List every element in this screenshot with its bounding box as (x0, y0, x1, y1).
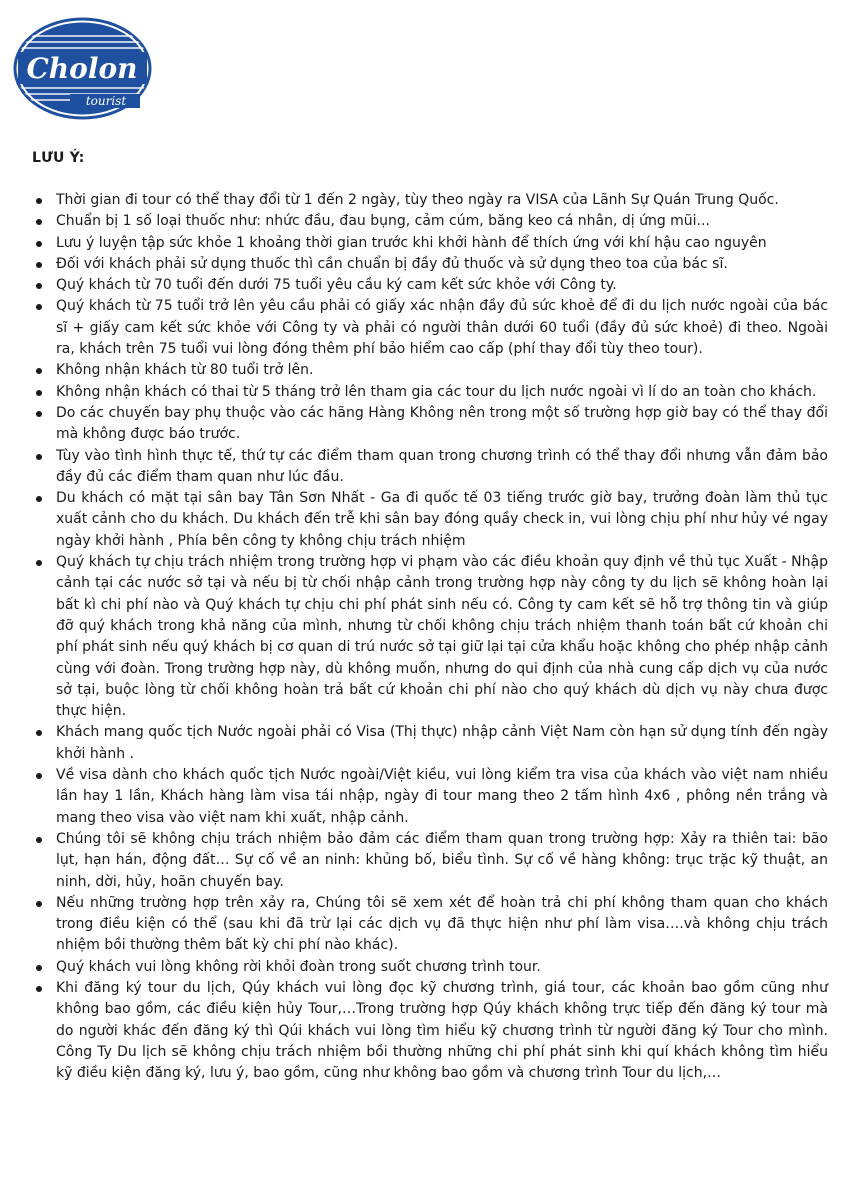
note-item: Quý khách tự chịu trách nhiệm trong trường hợp vi phạm vào các điều khoản quy định về thủ tục Xuất - Nhập cảnh tại các nước sở tại và nếu bị từ chối nhập cảnh trong trường hợp này công ty du lịch sẽ không hoàn lại bất kì chi phí nào và Quý khách tự chịu chi phí phát sinh nếu có. Công ty cam kết sẽ hỗ trợ thông tin và giúp đỡ quý khách trong khả năng của mình, nhưng từ chối không chịu trách nhiệm thanh toán bất cứ khoản chi phí phát sinh nếu quý khách bị cơ quan di trú nước sở tại giữ lại tại cửa khẩu hoặc không cho phép nhập cảnh cùng với đoàn. Trong trường hợp này, dù không muốn, nhưng do qui định của nhà cung cấp dịch vụ của nước sở tại, buộc lòng từ chối không hoàn trả bất cứ khoản chi phí nào cho quý khách dù dịch vụ này chưa được thực hiện. (56, 552, 828, 722)
note-item: Quý khách từ 70 tuổi đến dưới 75 tuổi yêu cầu ký cam kết sức khỏe với Công ty. (56, 275, 828, 296)
note-item: Khi đăng ký tour du lịch, Qúy khách vui lòng đọc kỹ chương trình, giá tour, các khoản bao gồm cũng như không bao gồm, các điều kiện hủy Tour,…Trong trường hợp Qúy khách không trực tiếp đến đăng ký tour mà do người khác đến đăng ký thì Qúi khách vui lòng tìm hiểu kỹ chương trình từ người đăng ký Tour cho mình. Công Ty Du lịch sẽ không chịu trách nhiệm bồi thường những chi phí phát sinh khi quí khách không tìm hiểu kỹ điều kiện đăng ký, lưu ý, bao gồm, cũng như không bao gồm và chương trình Tour du lịch,… (56, 978, 828, 1084)
note-item: Đối với khách phải sử dụng thuốc thì cần chuẩn bị đầy đủ thuốc và sử dụng theo toa của bác sĩ. (56, 254, 828, 275)
logo-brand-text: Cholon (26, 52, 138, 85)
note-item: Chuẩn bị 1 số loại thuốc như: nhức đầu, đau bụng, cảm cúm, băng keo cá nhân, dị ứng mũi... (56, 211, 828, 232)
note-item: Không nhận khách từ 80 tuổi trở lên. (56, 360, 828, 381)
note-item: Thời gian đi tour có thể thay đổi từ 1 đến 2 ngày, tùy theo ngày ra VISA của Lãnh Sự Quán Trung Quốc. (56, 190, 828, 211)
note-item: Tùy vào tình hình thực tế, thứ tự các điểm tham quan trong chương trình có thể thay đổi nhưng vẫn đảm bảo đầy đủ các điểm tham quan như lúc đầu. (56, 446, 828, 489)
note-item: Lưu ý luyện tập sức khỏe 1 khoảng thời gian trước khi khởi hành để thích ứng với khí hậu cao nguyên (56, 233, 828, 254)
note-item: Nếu những trường hợp trên xảy ra, Chúng tôi sẽ xem xét để hoàn trả chi phí không tham quan cho khách trong điều kiện có thể (sau khi đã trừ lại các dịch vụ đã thực hiện như phí làm visa….và không chịu trách nhiệm bồi thường thêm bất kỳ chi phí nào khác). (56, 893, 828, 957)
logo-emblem (12, 16, 153, 121)
note-item: Quý khách từ 75 tuổi trở lên yêu cầu phải có giấy xác nhận đầy đủ sức khoẻ để đi du lịch nước ngoài của bác sĩ + giấy cam kết sức khỏe với Công ty và phải có người thân dưới 60 tuổi (đầy đủ sức khoẻ) đi theo. Ngoài ra, khách trên 75 tuổi vui lòng đóng thêm phí bảo hiểm cao cấp (phí thay đổi tùy theo tour). (56, 296, 828, 360)
note-item: Về visa dành cho khách quốc tịch Nước ngoài/Việt kiều, vui lòng kiểm tra visa của khách vào việt nam nhiều lần hay 1 lần, Khách hàng làm visa tái nhập, ngày đi tour mang theo 2 tấm hình 4x6 , phông nền trắng và mang theo visa vào việt nam khi xuất, nhập cảnh. (56, 765, 828, 829)
note-item: Do các chuyến bay phụ thuộc vào các hãng Hàng Không nên trong một số trường hợp giờ bay có thể thay đổi mà không được báo trước. (56, 403, 828, 446)
note-item: Du khách có mặt tại sân bay Tân Sơn Nhất - Ga đi quốc tế 03 tiếng trước giờ bay, trưởng đoàn làm thủ tục xuất cảnh cho du khách. Du khách đến trễ khi sân bay đóng quầy check in, vui lòng chịu phí như hủy vé ngay ngày khởi hành , Phía bên công ty không chịu trách nhiệm (56, 488, 828, 552)
logo-subbrand-text: tourist (85, 94, 127, 108)
note-item: Khách mang quốc tịch Nước ngoài phải có Visa (Thị thực) nhập cảnh Việt Nam còn hạn sử dụng tính đến ngày khởi hành . (56, 722, 828, 765)
note-item: Quý khách vui lòng không rời khỏi đoàn trong suốt chương trình tour. (56, 957, 828, 978)
note-item: Không nhận khách có thai từ 5 tháng trở lên tham gia các tour du lịch nước ngoài vì lí do an toàn cho khách. (56, 382, 828, 403)
note-item: Chúng tôi sẽ không chịu trách nhiệm bảo đảm các điểm tham quan trong trường hợp: Xảy ra thiên tai: bão lụt, hạn hán, động đất… Sự cố về an ninh: khủng bố, biểu tình. Sự cố về hàng không: trục trặc kỹ thuật, an ninh, dời, hủy, hoãn chuyến bay. (56, 829, 828, 893)
notes-heading: LƯU Ý: (32, 150, 85, 166)
notes-list (56, 190, 828, 1084)
cholon-tourist-logo (12, 16, 153, 121)
